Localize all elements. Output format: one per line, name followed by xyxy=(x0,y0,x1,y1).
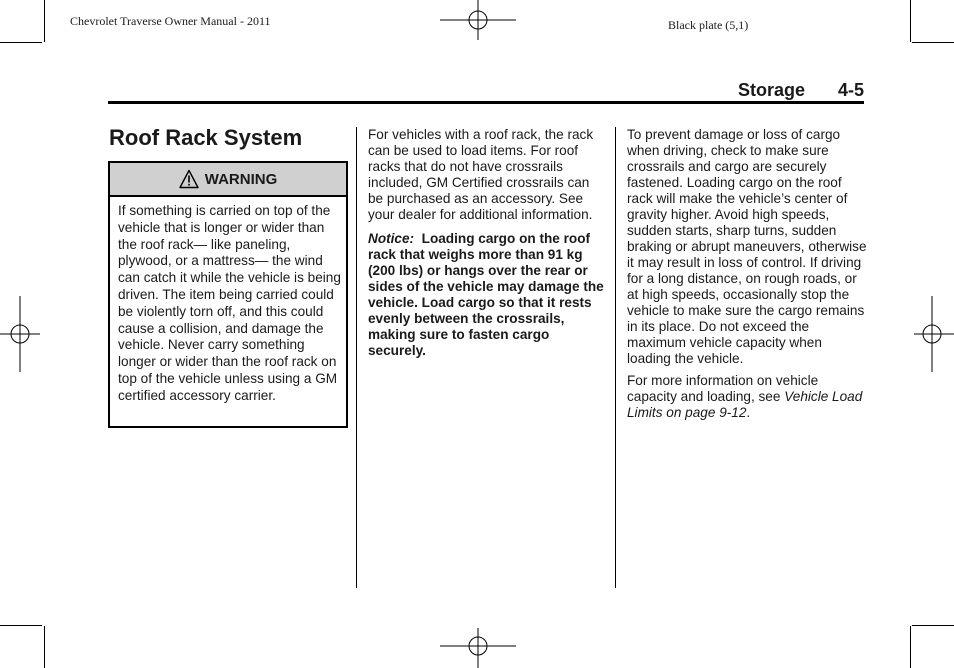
section-rule xyxy=(108,101,864,104)
crop-mark xyxy=(910,0,911,42)
print-header-plate: Black plate (5,1) xyxy=(668,18,749,32)
vehicle-load-limits-link[interactable]: Vehicle Load Limits on page 9-12 xyxy=(627,389,863,420)
crop-mark xyxy=(44,0,45,42)
registration-mark-left xyxy=(0,296,40,372)
warning-text: If something is carried on top of the vehicle that is longer or wider than the roof rack— like paneling, plywood, or a mattress— the wind can catch it while the vehicle is being driven. The item being carried could be violently torn off, and this could cause a collision, and damage the vehicle. Never carry something longer or wider than the roof rack on top of the vehicle unless using a GM certified accessory carrier. xyxy=(118,203,341,403)
section-name: Storage xyxy=(738,80,806,100)
more-info-paragraph xyxy=(627,373,867,421)
registration-mark-top xyxy=(440,0,516,40)
warning-header xyxy=(110,163,346,197)
roof-rack-paragraph: For vehicles with a roof rack, the rack can be used to load items. For roof racks that do not have crossrails included, GM Certified crossrails can be purchased as an accessory. See your dealer for additional information. xyxy=(368,127,594,222)
crop-mark xyxy=(912,42,954,43)
page-number: 4-5 xyxy=(838,80,865,100)
warning-label: WARNING xyxy=(204,170,278,188)
column-divider xyxy=(356,127,357,588)
notice-paragraph xyxy=(368,231,604,359)
notice-text: Loading cargo on the roof rack that weighs more than 91 kg (200 lbs) or hangs over the rear or sides of the vehicle may damage the vehicle. Load cargo so that it rests evenly between the crossrails, making sure to fasten cargo securely. xyxy=(368,231,604,358)
warning-box xyxy=(108,161,348,428)
warning-triangle-icon xyxy=(179,169,199,189)
column-three xyxy=(627,127,867,427)
print-header-title: Chevrolet Traverse Owner Manual - 2011 xyxy=(70,14,271,28)
crop-mark xyxy=(0,42,42,43)
crop-mark xyxy=(0,625,42,626)
notice-label: Notice: xyxy=(368,231,415,246)
column-divider xyxy=(615,127,616,588)
crop-mark xyxy=(910,626,911,668)
registration-mark-bottom xyxy=(440,628,516,668)
page-title: Roof Rack System xyxy=(109,125,303,150)
crop-mark xyxy=(912,625,954,626)
more-info-text: For more information on vehicle capacity and loading, see xyxy=(627,373,819,404)
registration-mark-right xyxy=(914,296,954,372)
more-info-end: . xyxy=(746,405,751,420)
cargo-safety-paragraph: To prevent damage or loss of cargo when driving, check to make sure crossrails and cargo are securely fastened. Loading cargo on the roof rack will make the vehicle’s center of gravity higher. Avoid high speeds, sudden starts, sharp turns, sudden braking or abrupt maneuvers, otherwise it may result in loss of control. If driving for a long distance, on rough roads, or at high speeds, occasionally stop the vehicle to make sure the cargo remains in its place. Do not exceed the maximum vehicle capacity when loading the vehicle. xyxy=(627,127,867,366)
crop-mark xyxy=(44,626,45,668)
column-two xyxy=(368,127,604,365)
